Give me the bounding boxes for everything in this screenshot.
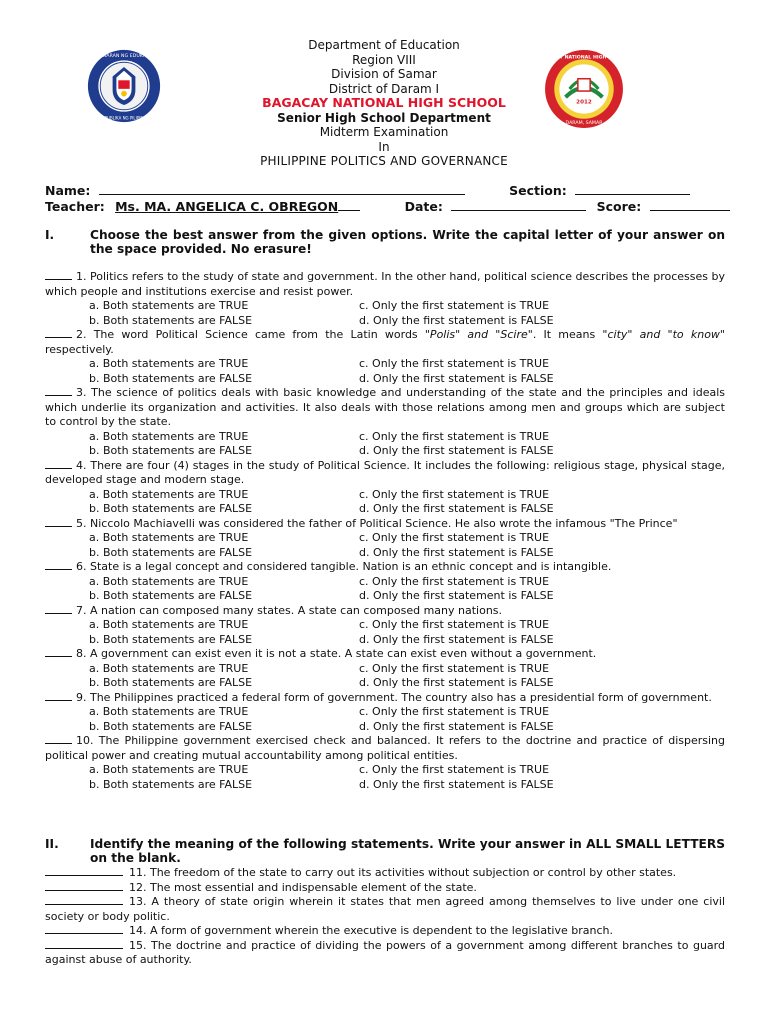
question-9 (45, 691, 725, 706)
question-13-text: 13. A theory of state origin wherein it states that men agreed among themselves to live under one civil society or body politic. (45, 895, 725, 923)
subject-title: PHILIPPINE POLITICS AND GOVERNANCE (260, 154, 508, 168)
question-2-text-c: . It means (532, 328, 603, 341)
part2-questions (45, 866, 725, 968)
option-b: b. Both statements are FALSE (89, 444, 253, 457)
option-d: d. Only the first statement is FALSE (359, 589, 554, 602)
question-4-text: 4. There are four (4) stages in the study of Political Science. It includes the following: religious stage, physical stage, developed stage and modern stage. (45, 458, 725, 486)
option-a: a. Both statements are TRUE (89, 763, 249, 776)
option-b: b. Both statements are FALSE (89, 313, 253, 327)
question-6-text: 6. State is a legal concept and considered tangible. Nation is an ethnic concept and is intangible. (76, 560, 612, 573)
question-10-text: 10. The Philippine government exercised check and balanced. It refers to the doctrine and practice of dispersing political power and creating mutual accountability among political entities. (45, 734, 725, 762)
svg-text:DARAM, SAMAR: DARAM, SAMAR (565, 120, 603, 126)
header-line-department: Department of Education (308, 38, 460, 52)
department-name: Senior High School Department (277, 110, 491, 125)
question-13 (45, 895, 725, 924)
question-2 (45, 328, 725, 357)
option-d: d. Only the first statement is FALSE (359, 632, 554, 646)
teacher-label: Teacher: (45, 199, 105, 214)
options-4 (45, 488, 725, 517)
options-9 (45, 705, 725, 734)
svg-text:2012: 2012 (576, 99, 592, 106)
option-c: c. Only the first statement is TRUE (359, 487, 550, 501)
question-2-text-a: 2. The word Political Science came from the Latin words (76, 328, 425, 341)
question-3 (45, 386, 725, 430)
option-c: c. Only the first statement is TRUE (359, 618, 550, 631)
score-label: Score: (596, 199, 642, 214)
option-c: c. Only the first statement is TRUE (359, 661, 550, 675)
question-7 (45, 604, 725, 619)
header-line-region: Region VIII (352, 52, 416, 67)
question-8 (45, 647, 725, 662)
name-label: Name: (45, 183, 91, 198)
teacher-date-score-line (45, 199, 735, 214)
option-a: a. Both statements are TRUE (89, 661, 249, 675)
options-10 (45, 763, 725, 792)
option-d: d. Only the first statement is FALSE (359, 502, 554, 515)
part1-instructions (45, 228, 725, 256)
option-b: b. Both statements are FALSE (89, 676, 253, 689)
question-1 (45, 270, 725, 299)
option-b: b. Both statements are FALSE (89, 632, 253, 646)
score-blank[interactable] (650, 199, 730, 211)
option-d: d. Only the first statement is FALSE (359, 545, 554, 559)
header-line-district: District of Daram I (328, 81, 440, 96)
option-b: b. Both statements are FALSE (89, 777, 253, 791)
option-a: a. Both statements are TRUE (89, 429, 249, 443)
part2-instruction-text: Identify the meaning of the following statements. Write your answer in ALL SMALL LETTERS on the blank. (90, 837, 725, 865)
teacher-blank-tail (338, 199, 360, 211)
question-12-text: 12. The most essential and indispensable element of the state. (129, 880, 477, 894)
date-blank[interactable] (451, 199, 586, 211)
answer-blank-9[interactable] (45, 691, 72, 701)
answer-blank-13[interactable] (45, 895, 123, 905)
answer-blank-3[interactable] (45, 386, 72, 396)
question-15 (45, 939, 725, 968)
question-1-text: 1. Politics refers to the study of state and government. In the other hand, political science describes the processes by which people and institutions exercise and resist power. (45, 270, 725, 298)
part1-questions (45, 270, 725, 792)
option-c: c. Only the first statement is TRUE (359, 574, 550, 588)
school-name: BAGACAY NATIONAL HIGH SCHOOL (262, 95, 506, 110)
question-2-latin-words: "Polis" and "Scire" (424, 328, 533, 341)
answer-blank-8[interactable] (45, 647, 72, 657)
option-a: a. Both statements are TRUE (89, 705, 249, 718)
answer-blank-15[interactable] (45, 939, 123, 949)
option-c: c. Only the first statement is TRUE (359, 299, 550, 312)
question-14 (45, 924, 725, 939)
question-9-text: 9. The Philippines practiced a federal form of government. The country also has a presidential form of government. (76, 690, 712, 704)
option-a: a. Both statements are TRUE (89, 574, 249, 588)
question-8-text: 8. A government can exist even it is not a state. A state can exist even without a government. (76, 647, 597, 660)
option-c: c. Only the first statement is TRUE (359, 531, 550, 544)
option-b: b. Both statements are FALSE (89, 371, 253, 385)
question-4 (45, 459, 725, 488)
question-15-text: 15. The doctrine and practice of dividing the powers of a government among different branches to guard against abuse of authority. (45, 938, 725, 966)
options-7 (45, 618, 725, 647)
option-d: d. Only the first statement is FALSE (359, 371, 554, 385)
options-1 (45, 299, 725, 328)
option-c: c. Only the first statement is TRUE (359, 763, 550, 776)
document-header (0, 38, 768, 169)
options-5 (45, 531, 725, 560)
answer-blank-7[interactable] (45, 604, 72, 614)
section-blank[interactable] (575, 183, 690, 195)
option-d: d. Only the first statement is FALSE (359, 313, 554, 327)
answer-blank-14[interactable] (45, 924, 123, 934)
svg-text:KAGAWARAN NG EDUKASYON: KAGAWARAN NG EDUKASYON (88, 54, 160, 60)
part2-instructions (45, 837, 725, 865)
question-11 (45, 866, 725, 881)
option-c: c. Only the first statement is TRUE (359, 429, 550, 443)
options-2 (45, 357, 725, 386)
option-d: d. Only the first statement is FALSE (359, 777, 554, 791)
answer-blank-1[interactable] (45, 270, 72, 280)
option-a: a. Both statements are TRUE (89, 357, 249, 370)
question-3-text: 3. The science of politics deals with basic knowledge and understanding of the state and the principles and ideals which underlie its organization and activities. It also deals with those relations among men and groups which are subject to control by the state. (45, 386, 725, 428)
exam-in-label: In (378, 139, 390, 154)
option-b: b. Both statements are FALSE (89, 589, 253, 602)
answer-blank-5[interactable] (45, 517, 72, 527)
name-blank[interactable] (99, 183, 465, 195)
options-3 (45, 430, 725, 459)
option-b: b. Both statements are FALSE (89, 545, 253, 559)
answer-blank-4[interactable] (45, 459, 72, 469)
svg-text:REPUBLIKA NG PILIPINAS: REPUBLIKA NG PILIPINAS (99, 115, 149, 121)
option-c: c. Only the first statement is TRUE (359, 357, 550, 370)
part1-instruction-text: Choose the best answer from the given options. Write the capital letter of your answer on the space provided. No erasure! (90, 228, 725, 256)
part2-number: II. (45, 837, 59, 851)
options-8 (45, 662, 725, 691)
question-11-text: 11. The freedom of the state to carry out its activities without subjection or control by other states. (129, 866, 677, 879)
name-section-line (45, 183, 735, 198)
svg-text:BAGACAY NATIONAL HIGH SCHOOL: BAGACAY NATIONAL HIGH SCHOOL (538, 55, 630, 61)
option-d: d. Only the first statement is FALSE (359, 719, 554, 733)
option-d: d. Only the first statement is FALSE (359, 444, 554, 457)
header-line-division: Division of Samar (331, 67, 437, 81)
section-label: Section: (509, 183, 567, 198)
option-a: a. Both statements are TRUE (89, 618, 249, 631)
answer-blank-11[interactable] (45, 866, 123, 876)
option-a: a. Both statements are TRUE (89, 531, 249, 544)
options-6 (45, 575, 725, 604)
question-2-text-e: respectively. (45, 342, 114, 356)
answer-blank-2[interactable] (45, 328, 72, 338)
answer-blank-10[interactable] (45, 734, 72, 744)
question-7-text: 7. A nation can composed many states. A state can composed many nations. (76, 603, 503, 617)
teacher-name: Ms. MA. ANGELICA C. OBREGON (115, 199, 339, 214)
answer-blank-12[interactable] (45, 881, 123, 891)
question-5-text: 5. Niccolo Machiavelli was considered the father of Political Science. He also wrote the infamous "The Prince" (76, 516, 678, 530)
date-label: Date: (404, 199, 443, 214)
option-b: b. Both statements are FALSE (89, 719, 253, 733)
question-5 (45, 517, 725, 532)
option-c: c. Only the first statement is TRUE (359, 705, 550, 718)
option-a: a. Both statements are TRUE (89, 299, 249, 312)
answer-blank-6[interactable] (45, 560, 72, 570)
option-d: d. Only the first statement is FALSE (359, 676, 554, 689)
part1-number: I. (45, 228, 55, 242)
question-6 (45, 560, 725, 575)
exam-title: Midterm Examination (319, 125, 449, 139)
question-10 (45, 734, 725, 763)
option-b: b. Both statements are FALSE (89, 502, 253, 515)
question-2-meanings: "city" and "to know" (602, 328, 725, 341)
option-a: a. Both statements are TRUE (89, 487, 249, 501)
question-12 (45, 881, 725, 896)
question-14-text: 14. A form of government wherein the executive is dependent to the legislative branch. (129, 924, 613, 937)
